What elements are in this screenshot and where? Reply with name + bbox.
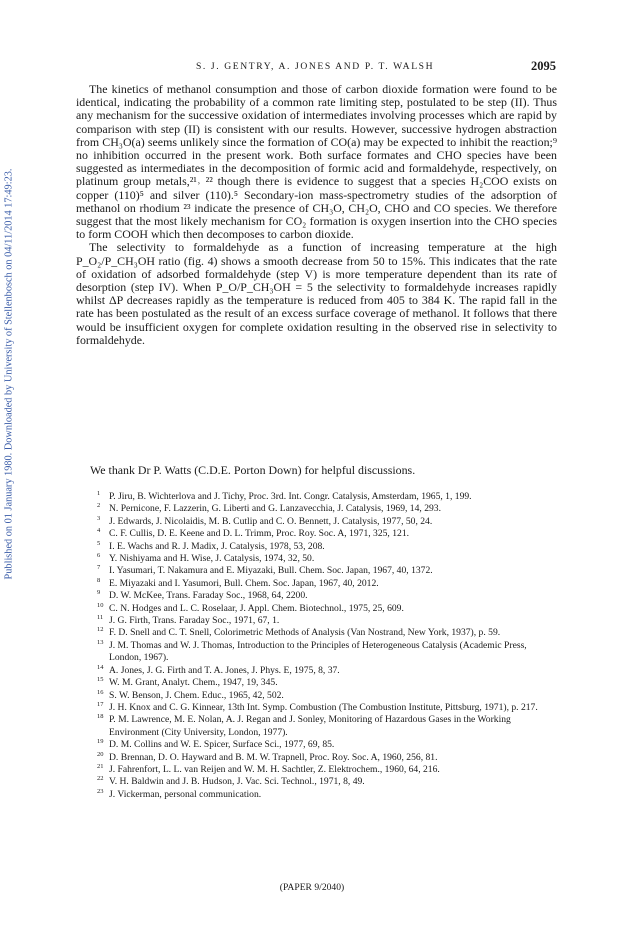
reference-number: 23: [97, 787, 104, 795]
page-number: 2095: [531, 59, 556, 73]
reference-item: [97, 627, 557, 639]
reference-text: C. F. Cullis, D. E. Keene and D. L. Trimm, Proc. Roy. Soc. A, 1971, 325, 121.: [109, 528, 410, 540]
paper-id: (PAPER 9/2040): [279, 882, 345, 893]
reference-number: 19: [97, 738, 104, 746]
reference-item: [97, 553, 557, 565]
reference-text: F. D. Snell and C. T. Snell, Colorimetric Methods of Analysis (Van Nostrand, New York, 1937), p. 59.: [109, 627, 501, 639]
reference-text: P. Jiru, B. Wichterlova and J. Tichy, Proc. 3rd. Int. Congr. Catalysis, Amsterdam, 1965, 1, 199.: [109, 491, 472, 502]
reference-number: 17: [97, 700, 104, 708]
reference-item: [97, 491, 557, 503]
reference-number: 10: [97, 601, 104, 609]
download-notice: [2, 0, 16, 935]
download-notice-text: Published on 01 January 1980. Downloaded by University of Stellenbosch on 04/11/2014 17:49:23.: [3, 168, 15, 580]
reference-item: [97, 677, 557, 689]
reference-text: D. W. McKee, Trans. Faraday Soc., 1968, 64, 2200.: [109, 590, 308, 602]
paragraph: The selectivity to formaldehyde as a function of increasing temperature at the high P_O₂/P_CH₃OH ratio (fig. 4) shows a smooth decrease from 50 to 15%. This indicates that the rate of oxidation of adsorbed formaldehyde (step V) is more temperature dependent than its rate of desorption (step IV). When P_O/P_CH₃OH = 5 the selectivity to formaldehyde increases rapidly whilst ΔP decreases rapidly as the temperature is reduced from 405 to 384 K. The rapid fall in the rate has been postulated as the result of an excess surface coverage of methanol. It follows that there would be insufficient oxygen for complete oxidation resulting in the observed rise in selectivity to formaldehyde.: [76, 240, 557, 347]
reference-number: 4: [97, 527, 101, 535]
reference-number: 3: [97, 514, 101, 522]
reference-item: [97, 702, 557, 714]
reference-text: J. Vickerman, personal communication.: [109, 788, 262, 800]
reference-text: S. W. Benson, J. Chem. Educ., 1965, 42, 502.: [109, 689, 284, 701]
reference-text: D. Brennan, D. O. Hayward and B. M. W. Trapnell, Proc. Roy. Soc. A, 1960, 256, 81.: [109, 751, 438, 763]
reference-number: 2: [97, 502, 101, 510]
reference-item: [97, 690, 557, 702]
reference-item: [97, 541, 557, 553]
reference-item: [97, 565, 557, 577]
reference-item: [97, 640, 557, 665]
reference-text: E. Miyazaki and I. Yasumori, Bull. Chem. Soc. Japan, 1967, 40, 2012.: [109, 577, 379, 589]
reference-text: J. Fahrenfort, L. L. van Reijen and W. M. H. Sachtler, Z. Elektrochem., 1960, 64, 216.: [109, 763, 440, 775]
reference-text: V. H. Baldwin and J. B. Hudson, J. Vac. Sci. Technol., 1971, 8, 49.: [109, 776, 365, 788]
reference-text: N. Pernicone, F. Lazzerin, G. Liberti and G. Lanzavecchia, J. Catalysis, 1969, 14, 293.: [109, 503, 441, 515]
reference-text: C. N. Hodges and L. C. Roselaar, J. Appl. Chem. Biotechnol., 1975, 25, 609.: [109, 602, 404, 614]
reference-item: [97, 752, 557, 764]
reference-item: [97, 615, 557, 627]
reference-text: A. Jones, J. G. Firth and T. A. Jones, J. Phys. E, 1975, 8, 37.: [109, 664, 340, 676]
reference-number: 20: [97, 750, 104, 758]
reference-item: [97, 714, 557, 739]
reference-number: 15: [97, 676, 104, 684]
page-header: [76, 61, 556, 77]
reference-number: 1: [97, 490, 101, 497]
reference-text: I. E. Wachs and R. J. Madix, J. Catalysis, 1978, 53, 208.: [109, 540, 325, 552]
reference-number: 13: [97, 638, 104, 646]
reference-item: [97, 503, 557, 515]
reference-text: J. G. Firth, Trans. Faraday Soc., 1971, 67, 1.: [109, 615, 280, 627]
reference-text: D. M. Collins and W. E. Spicer, Surface Sci., 1977, 69, 85.: [109, 739, 335, 751]
reference-number: 6: [97, 552, 101, 560]
reference-number: 12: [97, 626, 104, 634]
reference-text: I. Yasumari, T. Nakamura and E. Miyazaki, Bull. Chem. Soc. Japan, 1967, 40, 1372.: [109, 565, 433, 577]
reference-number: 8: [97, 576, 101, 584]
reference-list: [97, 491, 557, 801]
reference-item: [97, 739, 557, 751]
reference-item: [97, 776, 557, 788]
reference-text: P. M. Lawrence, M. E. Nolan, A. J. Regan and J. Sonley, Monitoring of Hazardous Gases in the Working Environment (City University, London, 1977).: [109, 714, 511, 738]
reference-number: 11: [97, 614, 104, 622]
reference-number: 18: [97, 713, 104, 721]
reference-item: [97, 665, 557, 677]
reference-number: 22: [97, 775, 104, 783]
reference-item: [97, 578, 557, 590]
reference-item: [97, 764, 557, 776]
reference-text: Y. Nishiyama and H. Wise, J. Catalysis, 1974, 32, 50.: [109, 553, 315, 565]
reference-number: 5: [97, 539, 101, 547]
reference-item: [97, 516, 557, 528]
reference-text: J. M. Thomas and W. J. Thomas, Introduction to the Principles of Heterogeneous Catalysis (Academic Press, London, 1967).: [109, 639, 527, 664]
reference-number: 7: [97, 564, 101, 572]
reference-item: [97, 528, 557, 540]
reference-text: J. Edwards, J. Nicolaidis, M. B. Cutlip and C. O. Bennett, J. Catalysis, 1977, 50, 24.: [109, 515, 433, 527]
reference-number: 9: [97, 589, 101, 597]
reference-number: 14: [97, 663, 104, 671]
paragraph: The kinetics of methanol consumption and those of carbon dioxide formation were found to be identical, indicating the probability of a common rate limiting step, postulated to be step (II). Thus any mechanism for the successive oxidation of intermediates involving processes which are rapid by comparison with step (II) is consistent with our results. However, successive hydrogen abstraction from CH₃O(a) seems unlikely since the formation of CO(a) may be expected to inhibit the reaction;⁹ no inhibition occurred in the present work. Both surface formates and CHO species have been suggested as intermediates in the decomposition of formic acid and formaldehyde, respectively, on platinum group metals,²¹˒ ²² though there is evidence to suggest that a species H₂COO exists on copper (110)⁵ and silver (110).⁵ Secondary-ion mass-spectrometry studies of the adsorption of methanol on rhodium ²³ indicate the presence of CH₃O, CH₂O, CHO and CO species. We therefore suggest that the most likely mechanism for CO₂ formation is oxygen insertion into the CHO species to form COOH which then decomposes to carbon dioxide.: [76, 82, 557, 242]
reference-item: [97, 590, 557, 602]
reference-text: J. H. Knox and C. G. Kinnear, 13th Int. Symp. Combustion (The Combustion Institute, Pittsburg, 1971), p. 217.: [109, 701, 538, 713]
running-head: S. J. GENTRY, A. JONES AND P. T. WALSH: [196, 61, 435, 72]
reference-item: [97, 789, 557, 801]
reference-number: 21: [97, 762, 104, 770]
reference-text: W. M. Grant, Analyt. Chem., 1947, 19, 345.: [109, 677, 278, 689]
reference-number: 16: [97, 688, 104, 696]
acknowledgement: We thank Dr P. Watts (C.D.E. Porton Down) for helpful discussions.: [90, 463, 416, 477]
body-text: [76, 83, 557, 347]
reference-item: [97, 603, 557, 615]
